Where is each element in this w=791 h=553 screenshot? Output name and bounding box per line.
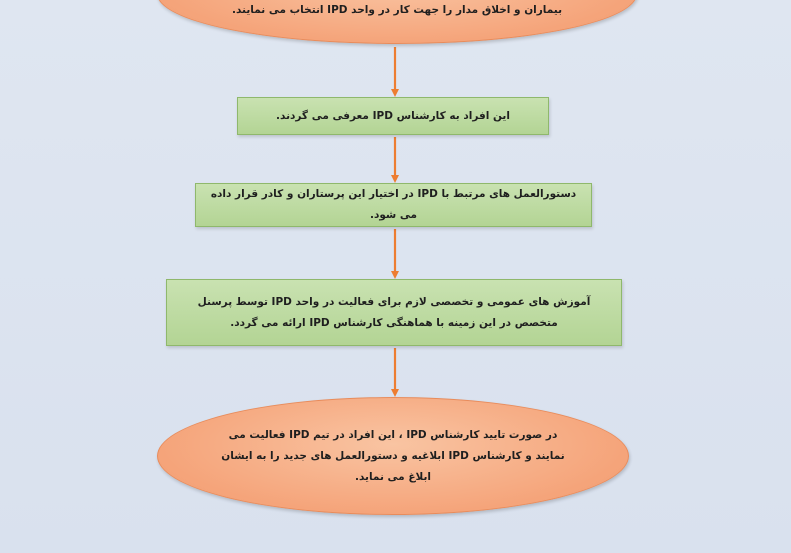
step-2-text: دستورالعمل های مرتبط با IPD در اختیار این پرستاران و کادر قرار داده می شود. — [210, 188, 577, 221]
step-1-text: این افراد به کارشناس IPD معرفی می گردند. — [276, 109, 510, 122]
final-step-oval — [157, 397, 629, 515]
step-3-text: آموزش های عمومی و تخصصی لازم برای فعالیت در واحد IPD توسط پرسنل متخصص در این زمینه با هماهنگی کارشناس IPD ارائه می گردد. — [197, 295, 591, 329]
top-step-text: بیماران و اخلاق مدار را جهت کار در واحد IPD انتخاب می نمایند. — [231, 4, 563, 16]
final-step-text: در صورت تایید کارشناس IPD ، این افراد در تیم IPD فعالیت می نمایند و کارشناس IPD ابلاغیه و دستورالعمل های جدید را به ایشان ابلاغ می نماید. — [221, 428, 565, 483]
step-2-box — [195, 183, 592, 227]
step-1-box — [237, 97, 549, 135]
top-step-oval — [157, 0, 637, 44]
step-3-box — [166, 279, 622, 346]
